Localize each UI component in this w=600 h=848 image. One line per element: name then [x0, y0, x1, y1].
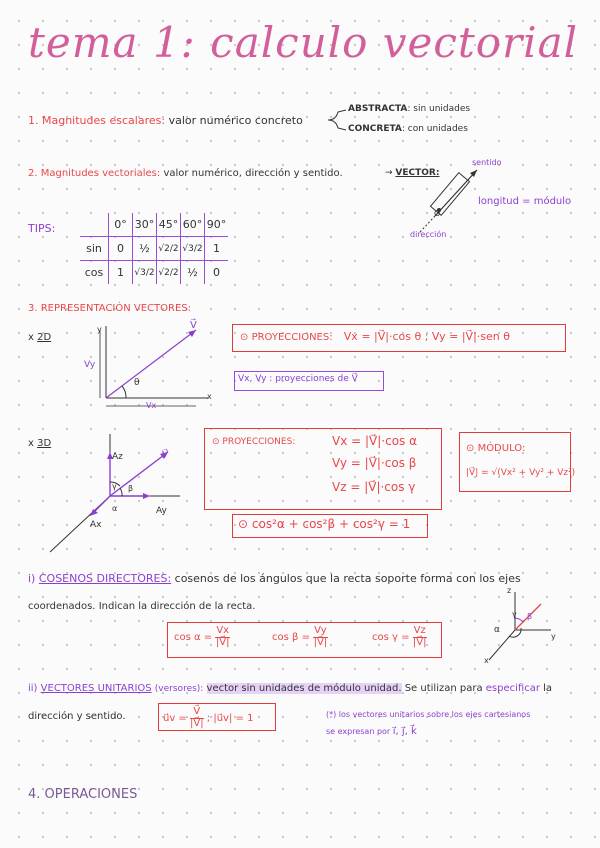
- ay-label: Ay: [156, 506, 167, 516]
- cos-beta-lhs: cos β =: [272, 632, 310, 643]
- unitarios-formula: [163, 707, 253, 729]
- label-3d-text: 3D: [37, 438, 52, 449]
- section-1: [28, 114, 303, 127]
- table-cell: 30°: [133, 213, 157, 237]
- unitarios-note2-text: se expresan por: [326, 727, 391, 736]
- fig-alpha-label: α: [494, 625, 500, 635]
- abstracta-line: [348, 104, 470, 114]
- section-2-number: 2.: [28, 168, 38, 179]
- identity-formula: cos²α + cos²β + cos²γ = 1: [251, 517, 411, 531]
- label-2d-text: 2D: [37, 332, 52, 343]
- unitarios-text4: la: [543, 683, 553, 694]
- uv-num: V⃗: [190, 707, 204, 719]
- cosenos-line2: [28, 601, 255, 612]
- table-row: [80, 261, 228, 285]
- fig-gamma-label: γ: [512, 610, 517, 619]
- projections-2d-title: PROYECCIONES:: [251, 332, 333, 343]
- table-cell: 60°: [181, 213, 205, 237]
- gamma-label: γ: [112, 482, 117, 491]
- fig-x-label: x: [484, 656, 489, 665]
- unitarios-number: ii): [28, 683, 38, 694]
- uv-lhs: u⃗v =: [163, 713, 187, 724]
- direccion-label: dirección: [410, 230, 447, 239]
- section-3: [28, 303, 191, 314]
- uv-den: |V⃗|: [190, 717, 204, 729]
- abstracta-label: ABSTRACTA: [348, 104, 408, 114]
- table-row: [80, 237, 228, 261]
- az-label: Az: [112, 452, 123, 462]
- cos-gamma-den: |V⃗|: [412, 636, 427, 648]
- cos-alpha-num: Vx: [216, 625, 230, 636]
- section-1-number: 1.: [28, 114, 39, 127]
- modulo-title: [466, 443, 525, 454]
- formula-vx: Vx = |V⃗|·cos α: [332, 434, 418, 448]
- cosenos-number: i): [28, 572, 36, 585]
- table-cell: ½: [133, 237, 157, 261]
- table-cell: 90°: [205, 213, 229, 237]
- vector-label: VECTOR:: [395, 168, 440, 178]
- axis-x-label: x: [207, 392, 212, 401]
- cosenos-text1: cosenos de los ángulos que la recta soporte forma con los ejes: [174, 572, 521, 585]
- formula-cos-alpha: [174, 626, 230, 648]
- alpha-label: α: [112, 504, 118, 513]
- modulo-title-text: MÓDULO:: [477, 443, 526, 454]
- vy-label: Vy: [84, 360, 96, 370]
- table-cell: √2/2: [157, 237, 181, 261]
- theta-label: θ: [134, 378, 140, 388]
- table-cell: 0: [205, 261, 229, 285]
- table-cell: √3/2: [133, 261, 157, 285]
- bullet-icon: ⊙: [240, 332, 252, 343]
- origin-label: O: [434, 209, 441, 218]
- concreta-label: CONCRETA: [348, 124, 402, 134]
- bullet: x: [28, 332, 34, 343]
- section-2-desc: valor numérico, dirección y sentido.: [163, 168, 343, 179]
- section-4-number: 4.: [28, 787, 41, 802]
- formula-vz: Vz = |V⃗|·cos γ: [332, 480, 416, 494]
- formula-cos-gamma: [372, 626, 427, 648]
- table-cell: 0: [109, 237, 133, 261]
- modulo-formula: |V⃗| = √(Vx² + Vy² + Vz²): [466, 468, 576, 478]
- cos-alpha-lhs: cos α =: [174, 632, 213, 643]
- cos-beta-den: |V⃗|: [313, 636, 328, 648]
- bullet: x: [28, 438, 34, 449]
- table-cell: √3/2: [181, 237, 205, 261]
- projections-2d-formula: Vx = |V⃗|·cos θ ; Vy = |V⃗|·sen θ: [343, 330, 510, 343]
- vector-v-label: V⃗: [190, 320, 197, 331]
- unitarios-text2: Se utilizan para: [404, 683, 483, 694]
- unitarios-note2: [326, 726, 417, 737]
- section-4-heading: OPERACIONES: [44, 787, 138, 802]
- projections-2d: [240, 330, 510, 343]
- modulo-box: [459, 432, 571, 492]
- fig-z-label: z: [507, 586, 512, 595]
- unitarios-text3: especificar: [485, 683, 540, 694]
- uv-rhs: ; |u⃗v| = 1: [206, 713, 254, 724]
- ax-label: Ax: [90, 520, 102, 530]
- cos-alpha-den: |V⃗|: [215, 636, 230, 648]
- table-cell: [80, 213, 109, 237]
- note-2d: Vx, Vy : proyecciones de V⃗: [238, 374, 358, 384]
- unitarios-note1: (*) los vectores unitarios sobre los ejes cartesianos: [326, 710, 531, 719]
- unitarios-line1: [28, 683, 552, 694]
- table-row: [80, 213, 228, 237]
- section-1-heading: Magnitudes escalares:: [42, 114, 166, 127]
- label-2d: [28, 332, 51, 343]
- tips-label: TIPS:: [28, 222, 56, 235]
- bullet-icon: ⊙: [238, 517, 252, 531]
- tips-table: [80, 213, 228, 284]
- table-cell: √2/2: [157, 261, 181, 285]
- cosenos-text3: Indican la dirección de la recta.: [98, 601, 256, 612]
- formula-vy: Vy = |V⃗|·cos β: [332, 456, 417, 470]
- diagram-2d: [92, 320, 222, 410]
- fig-y-label: y: [551, 632, 556, 641]
- vx-label: Vx: [146, 401, 157, 410]
- section-4: [28, 787, 137, 802]
- cos-gamma-num: Vz: [413, 625, 426, 636]
- beta-label: β: [128, 484, 134, 493]
- cos-beta-num: Vy: [314, 625, 327, 636]
- page-title: tema 1: calculo vectorial: [28, 18, 579, 67]
- cosenos-heading: COSENOS DIRECTORES:: [38, 572, 172, 585]
- cosenos-text2: coordenados.: [28, 601, 96, 612]
- abstracta-desc: : sin unidades: [407, 104, 471, 114]
- table-cell: ½: [181, 261, 205, 285]
- table-cell: sin: [80, 237, 109, 261]
- fig-beta-label: β: [527, 612, 533, 621]
- unitarios-text5: dirección y sentido.: [28, 711, 126, 722]
- label-3d: [28, 438, 51, 449]
- axis-y-label: y: [97, 325, 102, 334]
- section-2: [28, 168, 343, 179]
- bullet-icon: ⊙: [212, 437, 223, 447]
- cosenos-line1: [28, 572, 521, 585]
- concreta-desc: : con unidades: [401, 124, 468, 134]
- projections-3d-title: [212, 437, 295, 447]
- section-2-heading: Magnitudes vectoriales:: [40, 168, 161, 179]
- formula-cos-beta: [272, 626, 328, 648]
- vector-v3-label: V⃗: [162, 450, 169, 460]
- arrow-right-icon: →: [385, 168, 393, 178]
- table-cell: 0°: [109, 213, 133, 237]
- cos-gamma-lhs: cos γ =: [372, 632, 410, 643]
- section-1-desc: valor numérico concreto: [168, 114, 303, 127]
- unitarios-note3: i⃗, j⃗, k⃗: [392, 726, 417, 737]
- bullet-icon: ⊙: [466, 443, 478, 454]
- table-cell: 45°: [157, 213, 181, 237]
- identity: [238, 517, 410, 531]
- concreta-line: [348, 124, 468, 134]
- unitarios-paren: (versores):: [154, 684, 204, 694]
- sentido-label: sentido: [472, 158, 502, 167]
- table-cell: 1: [205, 237, 229, 261]
- modulo-label: longitud = módulo: [478, 196, 572, 207]
- unitarios-heading: VECTORES UNITARIOS: [40, 683, 152, 694]
- unitarios-text1: vector sin unidades de módulo unidad.: [206, 683, 402, 694]
- projections-3d-title-text: PROYECCIONES:: [222, 437, 296, 447]
- table-cell: 1: [109, 261, 133, 285]
- section-3-number: 3.: [28, 303, 38, 314]
- table-cell: cos: [80, 261, 109, 285]
- section-3-heading: REPRESENTACIÓN VECTORES:: [40, 303, 192, 314]
